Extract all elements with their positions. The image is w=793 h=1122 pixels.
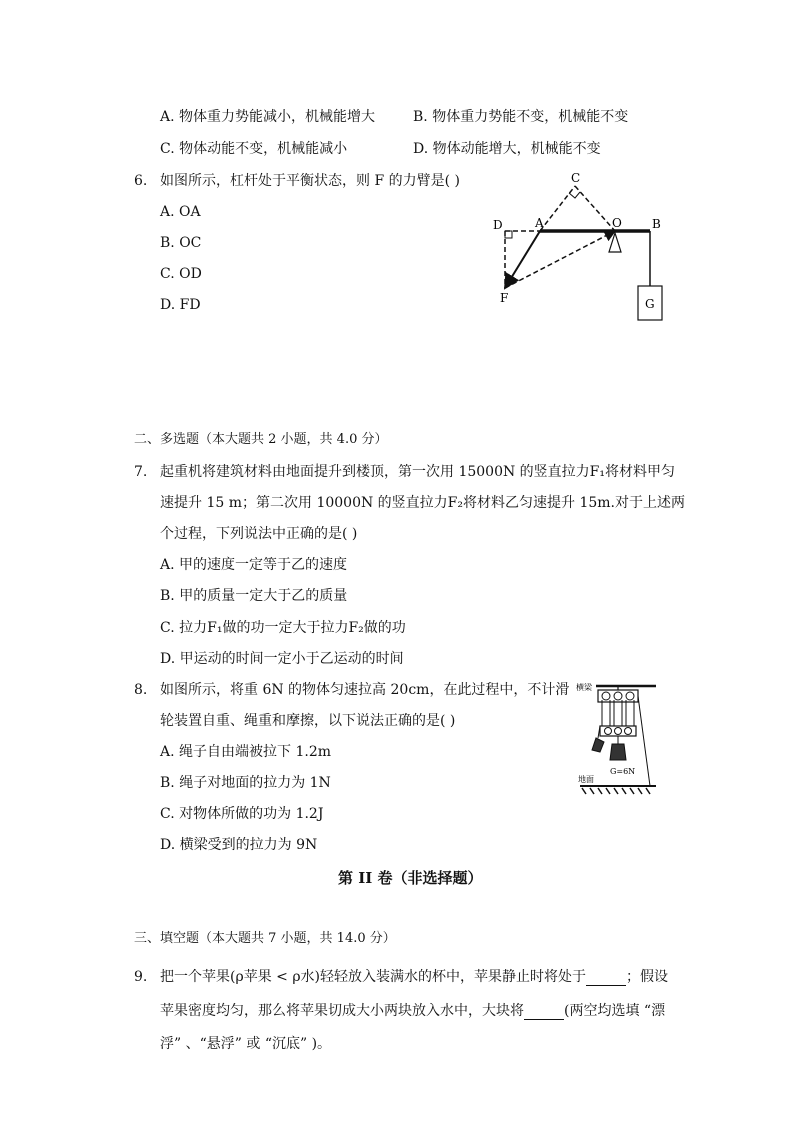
label-c: C <box>571 171 581 185</box>
q7-option-b: B. 甲的质量一定大于乙的质量 <box>160 588 348 604</box>
lever-diagram <box>485 168 675 328</box>
section-3-heading: 三、填空题（本大题共 7 小题，共 14.0 分） <box>134 931 396 946</box>
q9-line1-text-b: ；假设 <box>626 969 669 985</box>
q5-option-c: C. 物体动能不变，机械能减小 <box>160 141 348 157</box>
q7-option-a: A. 甲的速度一定等于乙的速度 <box>160 557 348 573</box>
q9-line3: 浮” 、“悬浮” 或 “沉底” )。 <box>160 1036 332 1052</box>
q8-option-a: A. 绳子自由端被拉下 1.2m <box>160 744 332 760</box>
q7-option-d: D. 甲运动的时间一定小于乙运动的时间 <box>160 651 404 667</box>
label-ground: 地面 <box>578 775 594 784</box>
q9-number: 9. <box>134 969 148 985</box>
line-ac <box>540 186 575 231</box>
q7-line3: 个过程，下列说法中正确的是( ) <box>160 526 358 542</box>
q9-line1 <box>160 968 668 986</box>
q8-line1: 如图所示，将重 6N 的物体匀速拉高 20cm，在此过程中，不计滑 <box>160 682 570 698</box>
q9-blank-1[interactable] <box>586 971 626 986</box>
label-b: B <box>652 217 661 231</box>
q8-option-b: B. 绳子对地面的拉力为 1N <box>160 775 331 791</box>
q7-line2: 速提升 15 m；第二次用 10000N 的竖直拉力F₂将材料乙匀速提升 15m.对于上述两 <box>160 495 685 511</box>
label-d: D <box>493 218 503 232</box>
q5-option-b: B. 物体重力势能不变，机械能不变 <box>413 109 629 125</box>
q9-blank-2[interactable] <box>524 1005 564 1020</box>
q7-line1: 起重机将建筑材料由地面提升到楼顶，第一次用 15000N 的竖直拉力F₁将材料甲匀 <box>160 464 676 480</box>
label-beam: 横梁 <box>576 683 592 692</box>
label-g: G <box>645 297 655 311</box>
q8-option-d: D. 横梁受到的拉力为 9N <box>160 837 318 853</box>
fulcrum-triangle <box>609 233 621 252</box>
q7-number: 7. <box>134 464 148 480</box>
hand-shape <box>592 738 604 752</box>
q9-line2-text-b: (两空均选填 “漂 <box>564 1003 666 1019</box>
pulley-diagram <box>576 680 658 800</box>
q8-line2: 轮装置自重、绳重和摩擦，以下说法正确的是( ) <box>160 713 456 729</box>
q9-line2 <box>160 1002 665 1020</box>
q6-option-a: A. OA <box>160 204 201 220</box>
line-oc <box>575 186 615 231</box>
q6-stem: 如图所示，杠杆处于平衡状态，则 F 的力臂是( ) <box>160 173 460 189</box>
q6-number: 6. <box>134 173 148 189</box>
q8-number: 8. <box>134 682 148 698</box>
part-2-heading: 第 II 卷（非选择题） <box>338 869 483 887</box>
q6-option-d: D. FD <box>160 297 201 313</box>
q5-option-a: A. 物体重力势能减小，机械能增大 <box>160 109 376 125</box>
q9-line1-text-a: 把一个苹果(ρ苹果 < ρ水)轻轻放入装满水的杯中，苹果静止时将处于 <box>160 969 587 985</box>
q6-option-b: B. OC <box>160 235 202 251</box>
label-o: O <box>612 216 622 230</box>
q8-option-c: C. 对物体所做的功为 1.2J <box>160 806 324 822</box>
label-f: F <box>500 291 509 305</box>
section-2-heading: 二、多选题（本大题共 2 小题，共 4.0 分） <box>134 432 388 447</box>
label-weight: G=6N <box>610 767 636 776</box>
q7-option-c: C. 拉力F₁做的功一定大于拉力F₂做的功 <box>160 620 406 636</box>
q6-option-c: C. OD <box>160 266 202 282</box>
q9-line2-text-a: 苹果密度均匀，那么将苹果切成大小两块放入水中，大块将 <box>160 1003 524 1019</box>
weight-block <box>610 744 626 760</box>
q5-option-d: D. 物体动能增大，机械能不变 <box>413 141 601 157</box>
label-a: A <box>535 216 544 230</box>
